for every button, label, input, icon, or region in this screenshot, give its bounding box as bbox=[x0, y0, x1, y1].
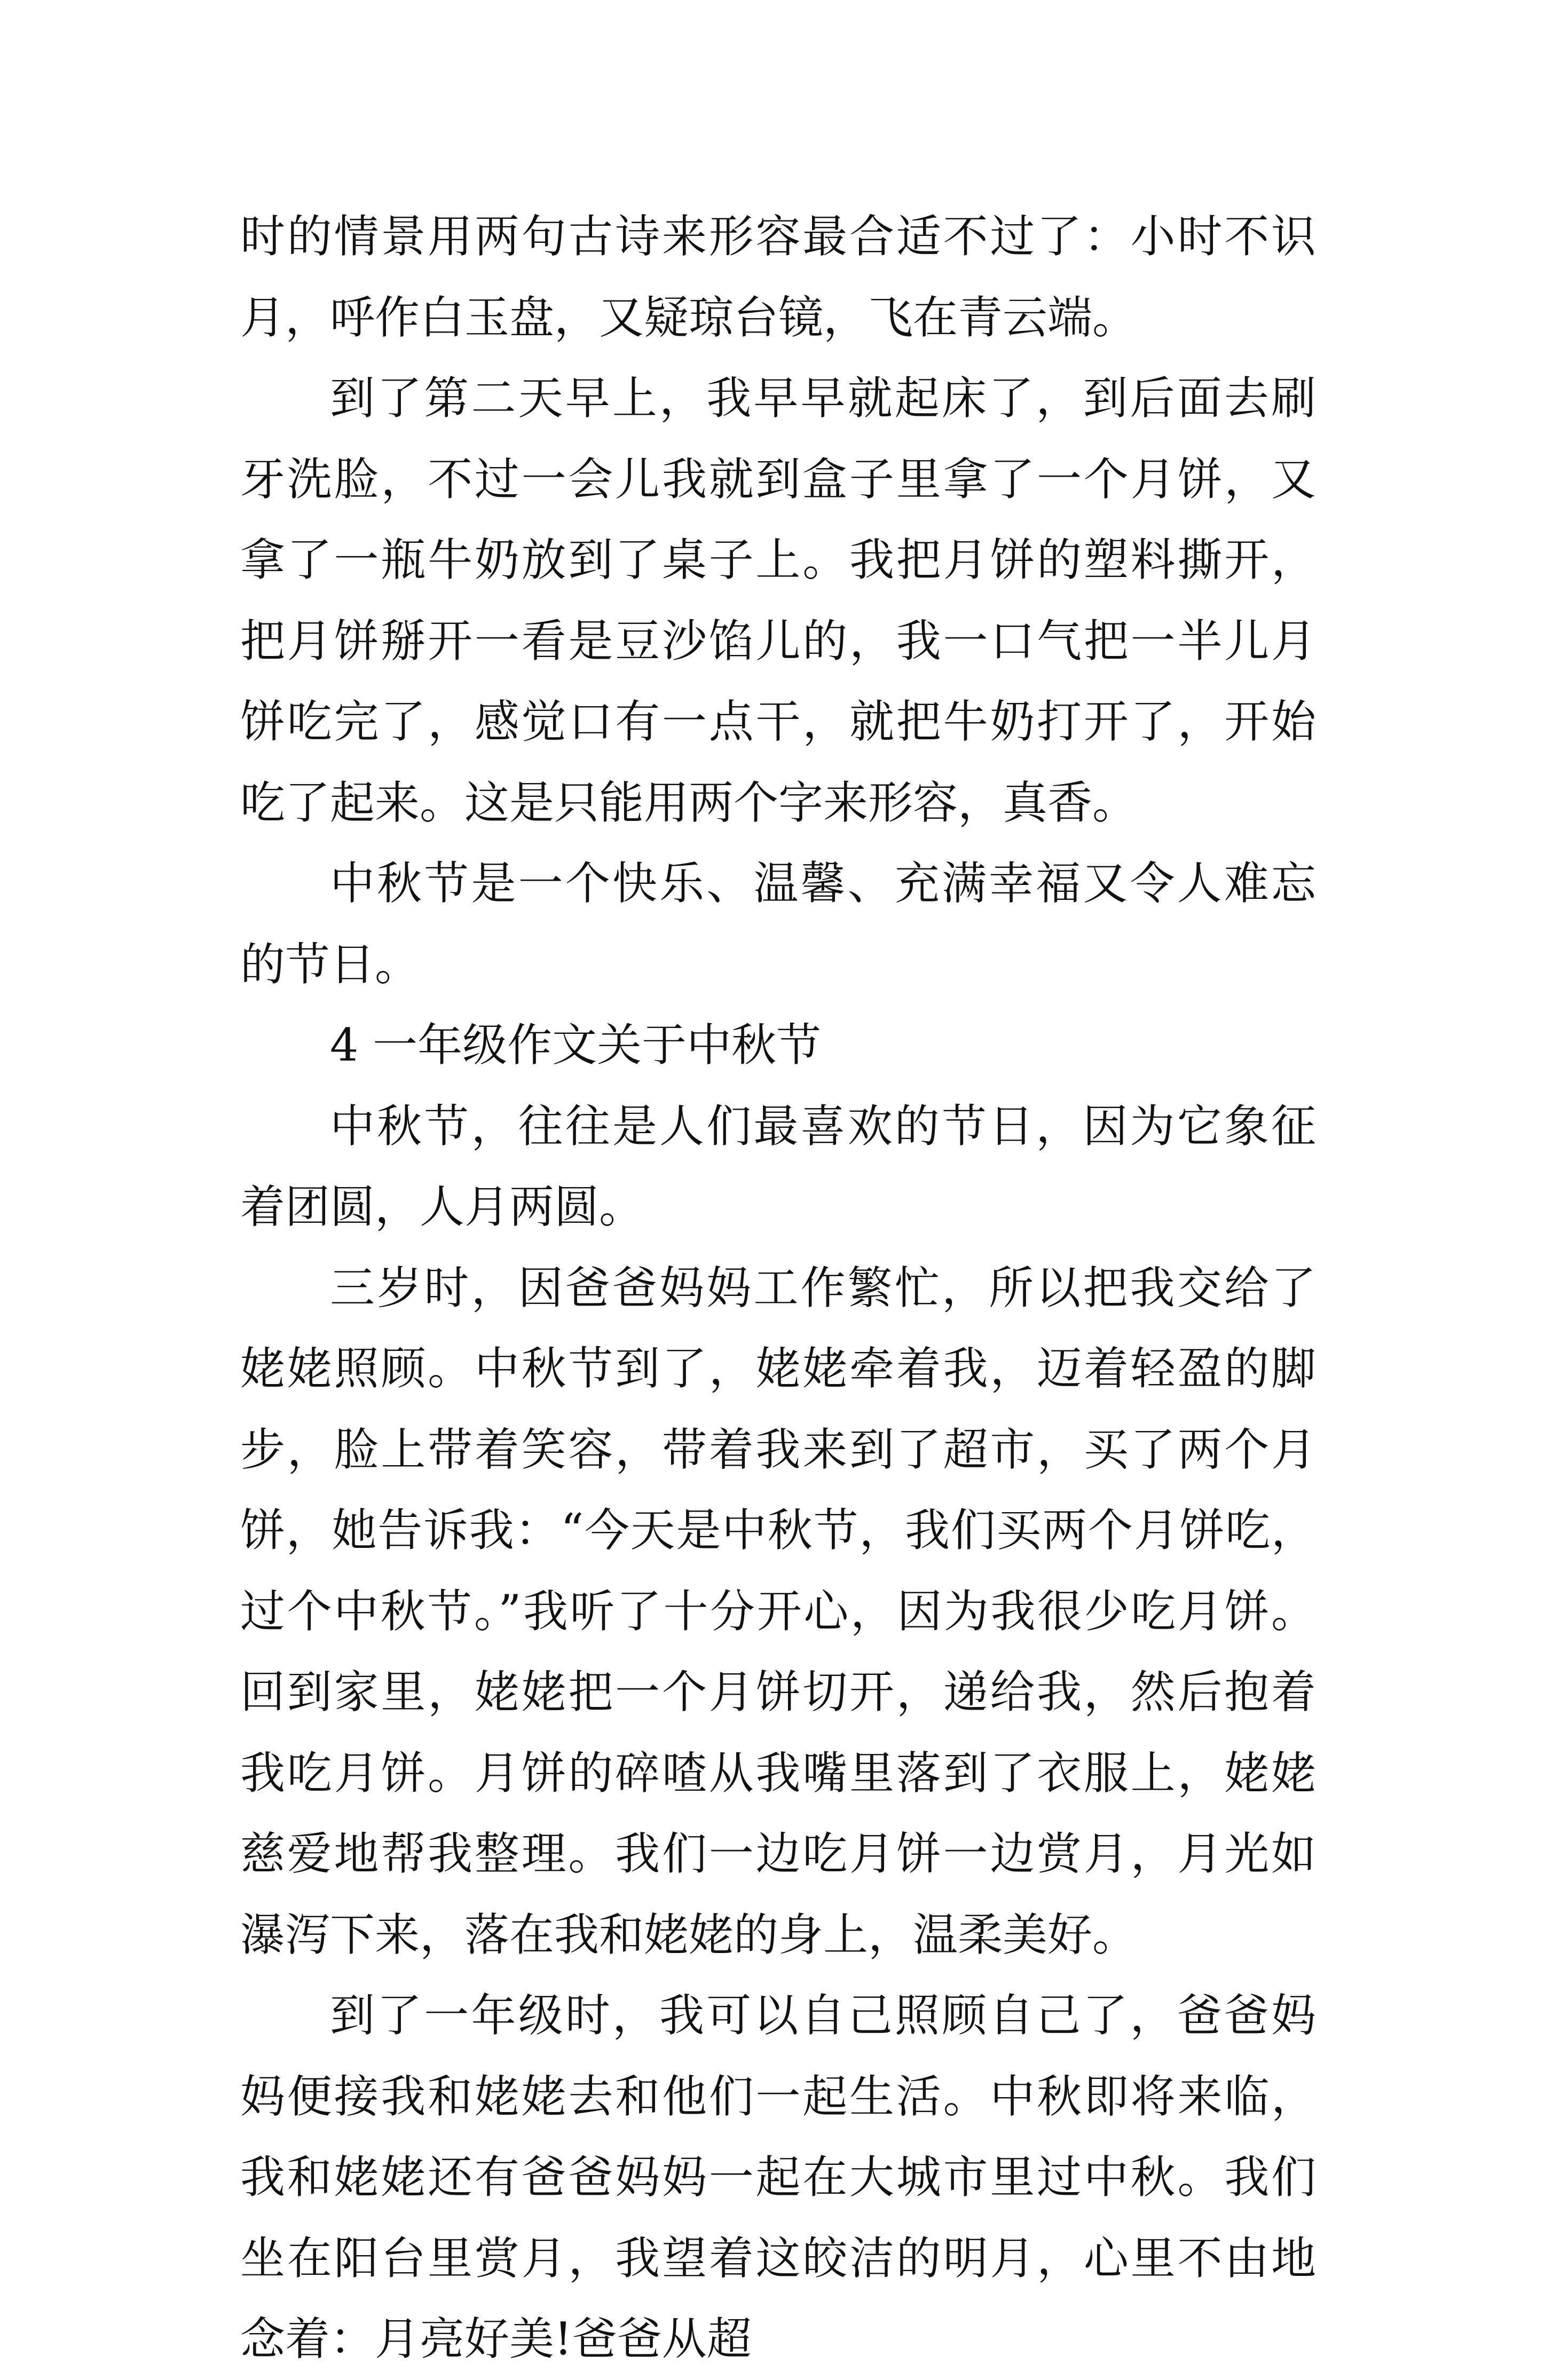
section-heading: 4 一年级作文关于中秋节 bbox=[330, 1019, 822, 1071]
paragraph-2: 到了第二天早上，我早早就起床了，到后面去刷牙洗脸，不过一会儿我就到盒子里拿了一个月饼，又拿了一瓶牛奶放到了桌子上。我把月饼的塑料撕开，把月饼掰开一看是豆沙馅儿的，我一口气把一半儿月饼吃完了，感觉口有一点干，就把牛奶打开了，开始吃了起来。这是只能用两个字来形容，真香。 bbox=[240, 372, 1316, 829]
paragraph-3: 中秋节是一个快乐、温馨、充满幸福又令人难忘的节日。 bbox=[240, 857, 1316, 991]
paragraph-1: 时的情景用两句古诗来形容最合适不过了：小时不识月，呼作白玉盘，又疑琼台镜，飞在青云端。 bbox=[240, 210, 1316, 344]
paragraph-5: 三岁时，因爸爸妈妈工作繁忙，所以把我交给了姥姥照顾。中秋节到了，姥姥牵着我，迈着轻盈的脚步，脸上带着笑容，带着我来到了超市，买了两个月饼，她告诉我：“今天是中秋节，我们买两个月饼吃，过个中秋节。”我听了十分开心，因为我很少吃月饼。回到家里，姥姥把一个月饼切开，递给我，然后抱着我吃月饼。月饼的碎喳从我嘴里落到了衣服上，姥姥慈爱地帮我整理。我们一边吃月饼一边赏月，月光如瀑泻下来，落在我和姥姥的身上，温柔美好。 bbox=[240, 1261, 1316, 1961]
paragraph-6: 到了一年级时，我可以自己照顾自己了，爸爸妈妈便接我和姥姥去和他们一起生活。中秋即将来临，我和姥姥还有爸爸妈妈一起在大城市里过中秋。我们坐在阳台里赏月，我望着这皎洁的明月，心里不由地念着：月亮好美!爸爸从超 bbox=[240, 1989, 1316, 2365]
paragraph-4: 中秋节，往往是人们最喜欢的节日，因为它象征着团圆，人月两圆。 bbox=[240, 1100, 1316, 1233]
body-text bbox=[240, 196, 1316, 2380]
